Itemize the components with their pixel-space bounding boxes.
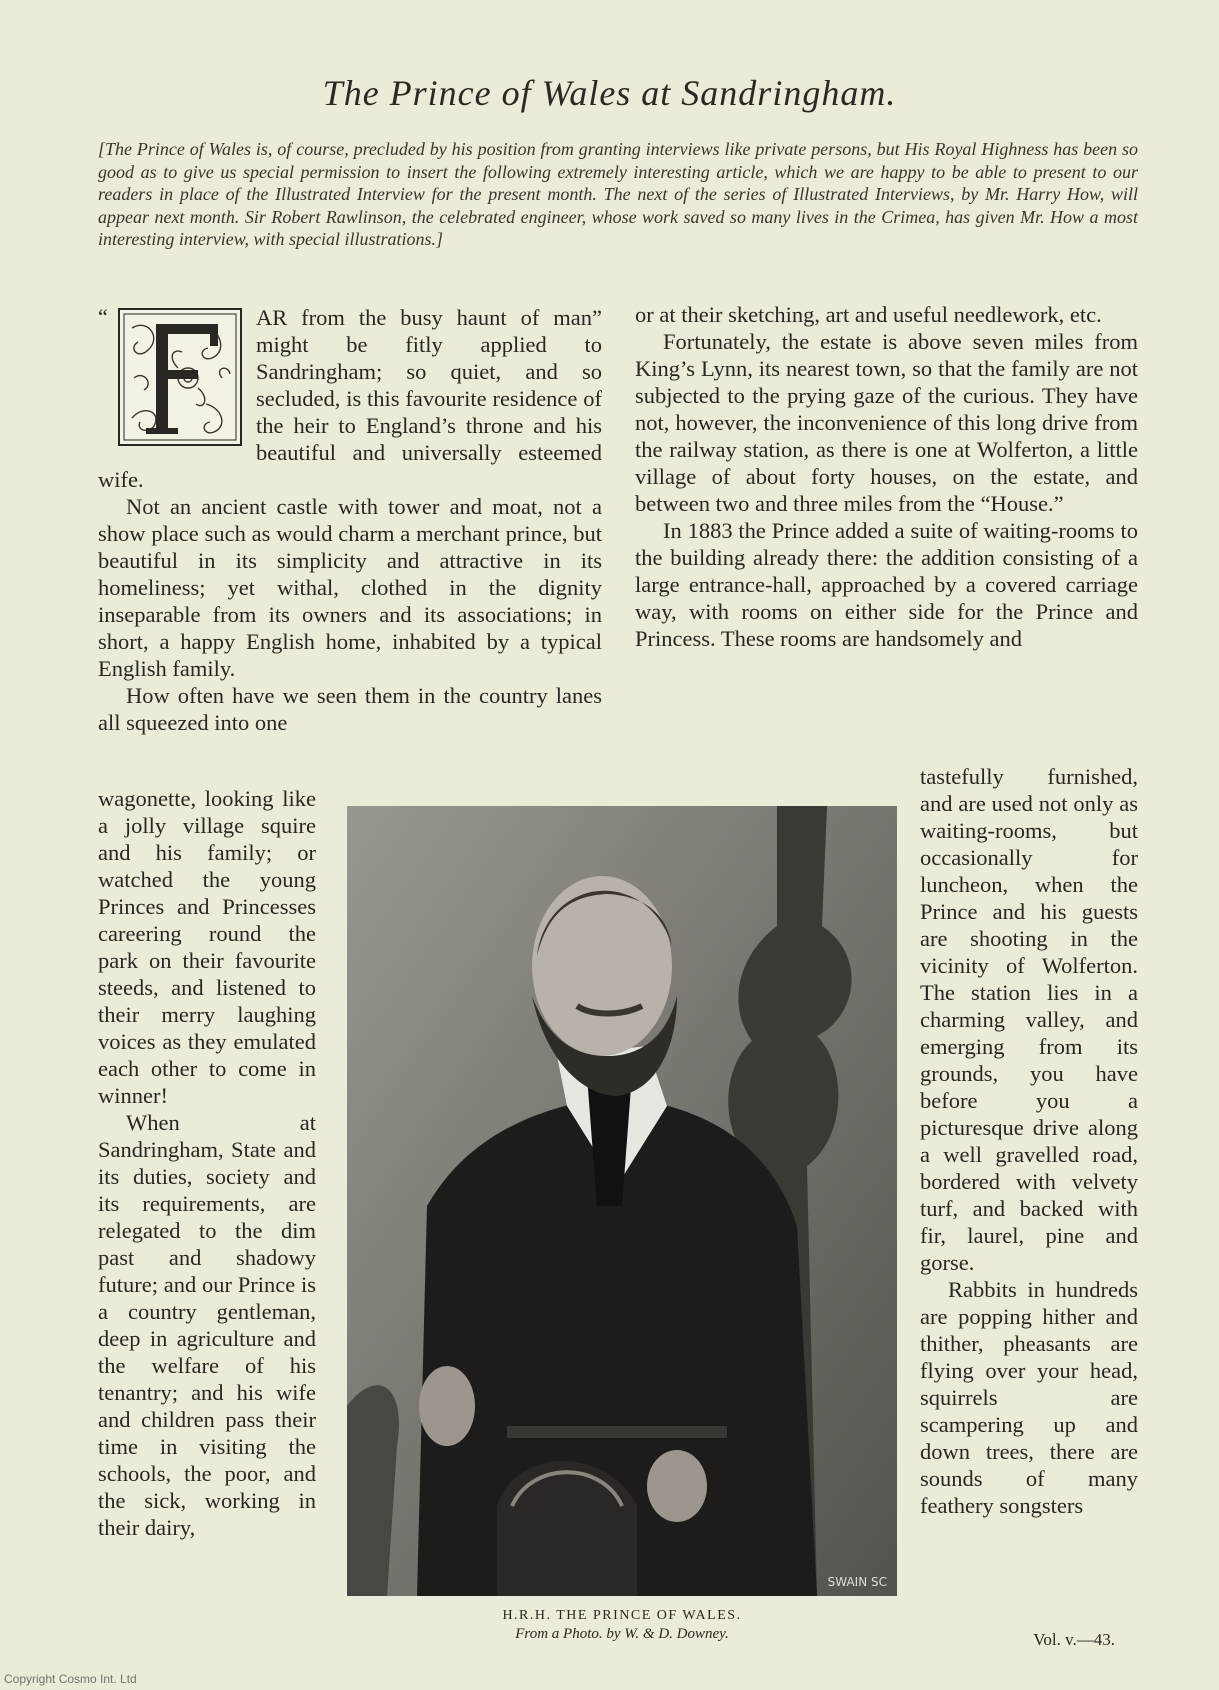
prince-portrait-photo bbox=[347, 806, 897, 1596]
left-column-top bbox=[98, 304, 602, 736]
paragraph-how-often-continued: wagonette, looking like a jolly village squire and his family; or watched the young Princes and Princesses careering round the park on their favourite steeds, and listened to their merry laughing voices as they emulated each other to come in winner! bbox=[98, 786, 316, 1108]
paragraph-fortunately: Fortunately, the estate is above seven miles from King’s Lynn, its nearest town, so that the family are not subjected to the prying gaze of the curious. They have not, however, the inconvenience of this long drive from the railway station, as there is one at Wolferton, a little village of about forty houses, on the estate, and between two and three miles from the “House.” bbox=[635, 329, 1138, 516]
paragraph-opening: AR from the busy haunt of man” might be fitly applied to Sandringham; so quiet, and so secluded, is this favourite residence of the heir to England’s throne and his beautiful and universally esteemed wife. bbox=[98, 305, 602, 492]
right-column-top bbox=[635, 301, 1138, 652]
article-title: The Prince of Wales at Sandringham. bbox=[322, 73, 897, 113]
photo-caption bbox=[347, 1606, 897, 1644]
paragraph-how-often-start: How often have we seen them in the country lanes all squeezed into one bbox=[98, 683, 602, 735]
paragraph-not-an-ancient-castle: Not an ancient castle with tower and moat, not a show place such as would charm a merchant prince, but beautiful in its simplicity and attractive in its homeliness; yet withal, clothed in the dignity inseparable from its owners and its associations; in short, a happy English home, inhabited by a typical English family. bbox=[98, 494, 602, 681]
caption-title: H.R.H. THE PRINCE OF WALES. bbox=[502, 1608, 742, 1623]
volume-page-number: Vol. v.—43. bbox=[1033, 1630, 1115, 1649]
copyright-watermark: Copyright Cosmo Int. Ltd bbox=[4, 1672, 137, 1686]
caption-credit: From a Photo. by W. & D. Downey. bbox=[515, 1626, 729, 1642]
paragraph-when-at-sandringham: When at Sandringham, State and its duties, society and its requirements, are relegated to the dim past and shadowy future; and our Prince is a country gentleman, deep in agriculture and the welfare of his tenantry; and his wife and children pass their time in visiting the schools, the poor, and the sick, working in their dairy, bbox=[98, 1110, 316, 1540]
ornamental-drop-cap-f-icon bbox=[118, 308, 242, 446]
left-column-narrow bbox=[98, 785, 316, 1541]
paragraph-sketching: or at their sketching, art and useful needlework, etc. bbox=[635, 302, 1102, 327]
right-column-narrow bbox=[920, 763, 1138, 1519]
opening-quote-mark: “ bbox=[98, 304, 108, 329]
paragraph-in-1883-continued: tastefully furnished, and are used not only as waiting-rooms, but occasionally for luncheon, when the Prince and his guests are shooting in the vicinity of Wolferton. The station lies in a charming valley, and emerging from its grounds, you have before you a picturesque drive along a well gravelled road, bordered with velvety turf, and backed with fir, laurel, pine and gorse. bbox=[920, 764, 1138, 1275]
paragraph-in-1883-start: In 1883 the Prince added a suite of waiting-rooms to the building already there: the addition consisting of a large entrance-hall, approached by a covered carriage way, with rooms on either side for the Prince and Princess. These rooms are handsomely and bbox=[635, 518, 1138, 651]
engraver-signature: SWAIN SC bbox=[827, 1575, 887, 1589]
paragraph-rabbits: Rabbits in hundreds are popping hither and thither, pheasants are flying over your head, squirrels are scampering up and down trees, there are sounds of many feathery songsters bbox=[920, 1277, 1138, 1518]
editorial-note: [The Prince of Wales is, of course, precluded by his position from granting interviews like private persons, but His Royal Highness has been so good as to give us special permission to insert the following extremely interesting article, which we are happy to be able to present to our readers in place of the Illustrated Interview for the present month. The next of the series of Illustrated Interviews, by Mr. Harry How, will appear next month. Sir Robert Rawlinson, the celebrated engineer, whose work saved so many lives in the Crimea, has given Mr. How a most interesting interview, with special illustrations.] bbox=[98, 139, 1138, 249]
